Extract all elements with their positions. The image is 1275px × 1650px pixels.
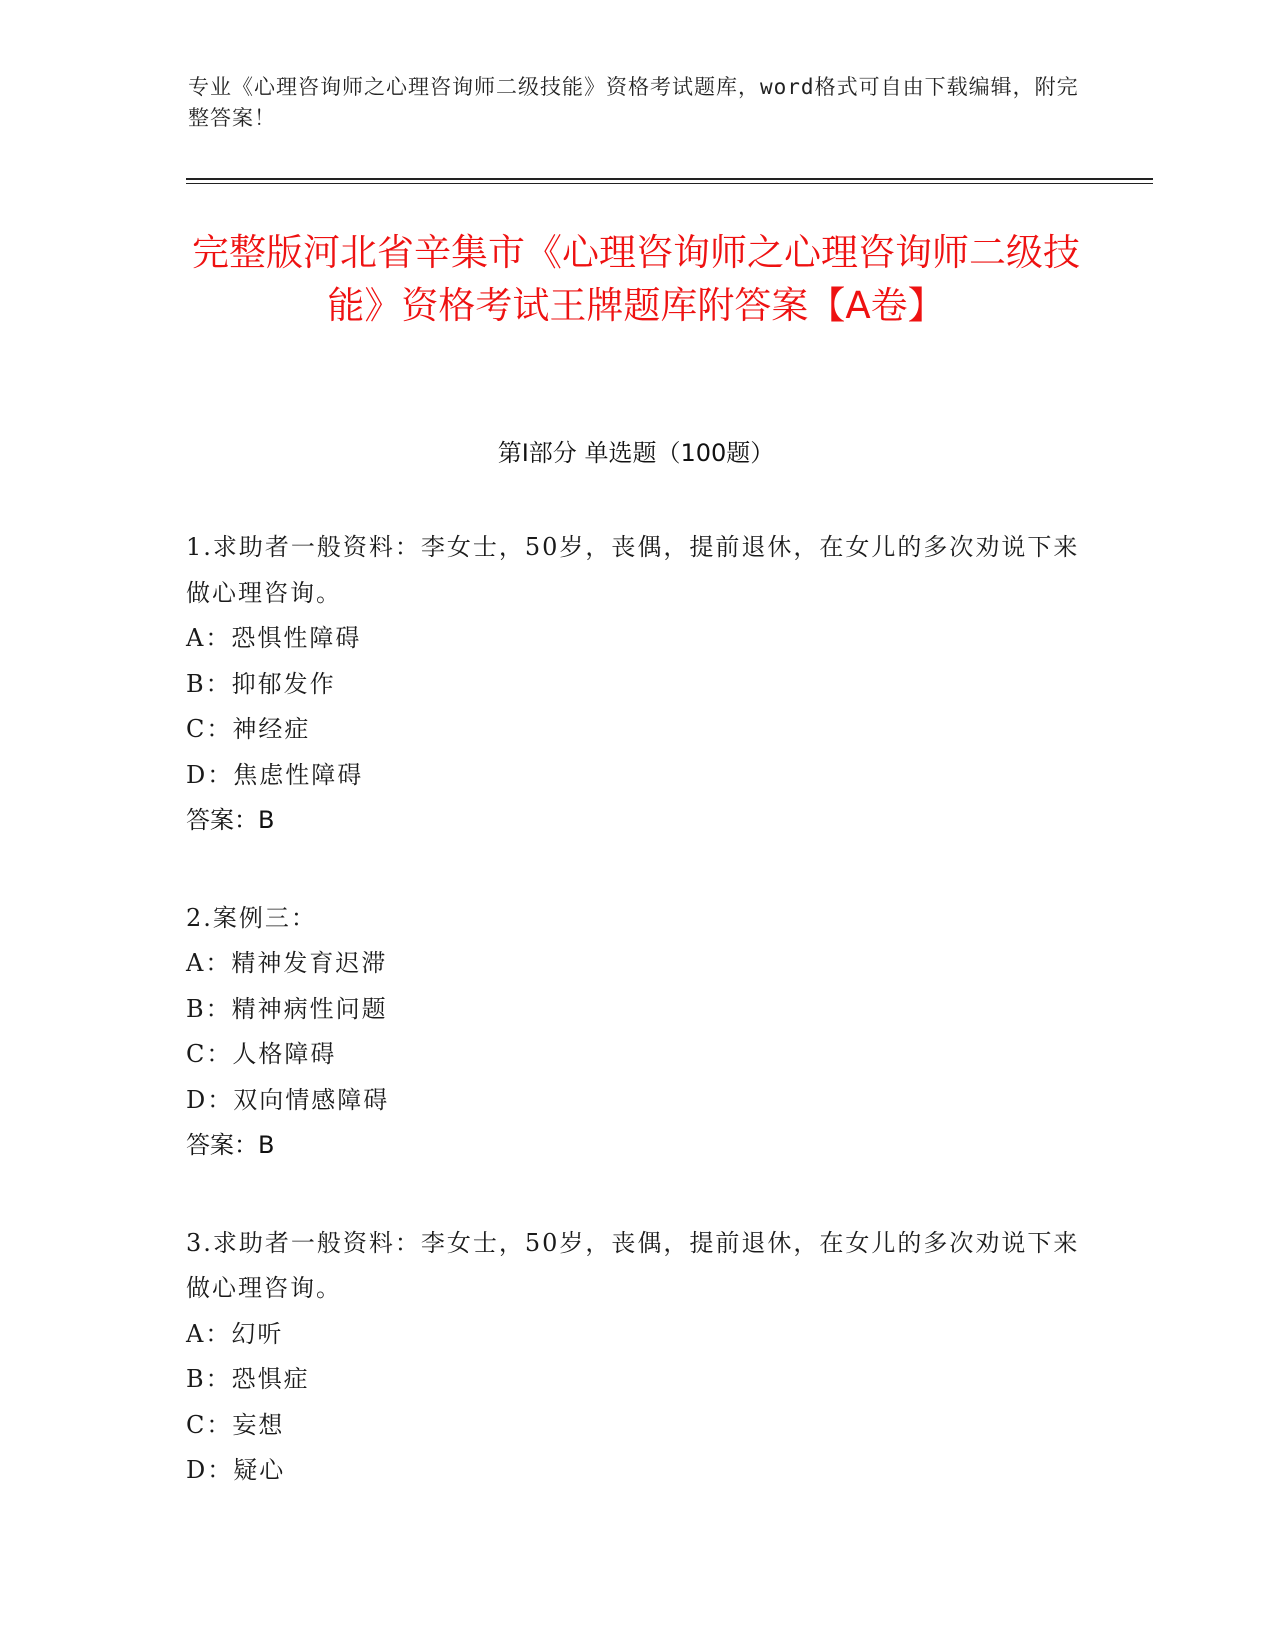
- option-c: C：神经症: [186, 715, 311, 743]
- option-c: C：妄想: [186, 1410, 285, 1439]
- header-note: 专业《心理咨询师之心理咨询师二级技能》资格考试题库，word格式可自由下载编辑，附完整答案！: [188, 75, 1079, 130]
- answer: 答案：B: [186, 1131, 275, 1159]
- question-list: [186, 525, 1086, 1546]
- header-rule-thin: [186, 183, 1153, 184]
- option-b: B：抑郁发作: [186, 669, 336, 698]
- header-rule-thick: [186, 178, 1153, 180]
- question-stem: 2.案例三：: [186, 903, 317, 932]
- option-d: D：双向情感障碍: [186, 1085, 390, 1114]
- option-b: B：恐惧症: [186, 1365, 310, 1393]
- question-item: [186, 525, 1086, 844]
- question-item: [186, 1221, 1086, 1494]
- question-item: [186, 896, 1086, 1169]
- question-stem: 1.求助者一般资料：李女士，50岁，丧偶，提前退休，在女儿的多次劝说下来做心理咨询。: [186, 533, 1080, 607]
- option-a: A：恐惧性障碍: [186, 624, 362, 652]
- option-a: A：精神发育迟滞: [186, 949, 388, 977]
- document-title: 完整版河北省辛集市《心理咨询师之心理咨询师二级技能》资格考试王牌题库附答案【A卷】: [192, 231, 1080, 327]
- option-d: D：疑心: [186, 1456, 286, 1484]
- section-title: 第Ⅰ部分 单选题（100题）: [497, 439, 775, 467]
- option-b: B：精神病性问题: [186, 994, 388, 1023]
- option-c: C：人格障碍: [186, 1040, 337, 1068]
- option-a: A：幻听: [186, 1319, 284, 1348]
- question-stem: 3.求助者一般资料：李女士，50岁，丧偶，提前退休，在女儿的多次劝说下来做心理咨询。: [186, 1228, 1080, 1302]
- option-d: D：焦虑性障碍: [186, 760, 364, 789]
- answer: 答案：B: [186, 806, 275, 834]
